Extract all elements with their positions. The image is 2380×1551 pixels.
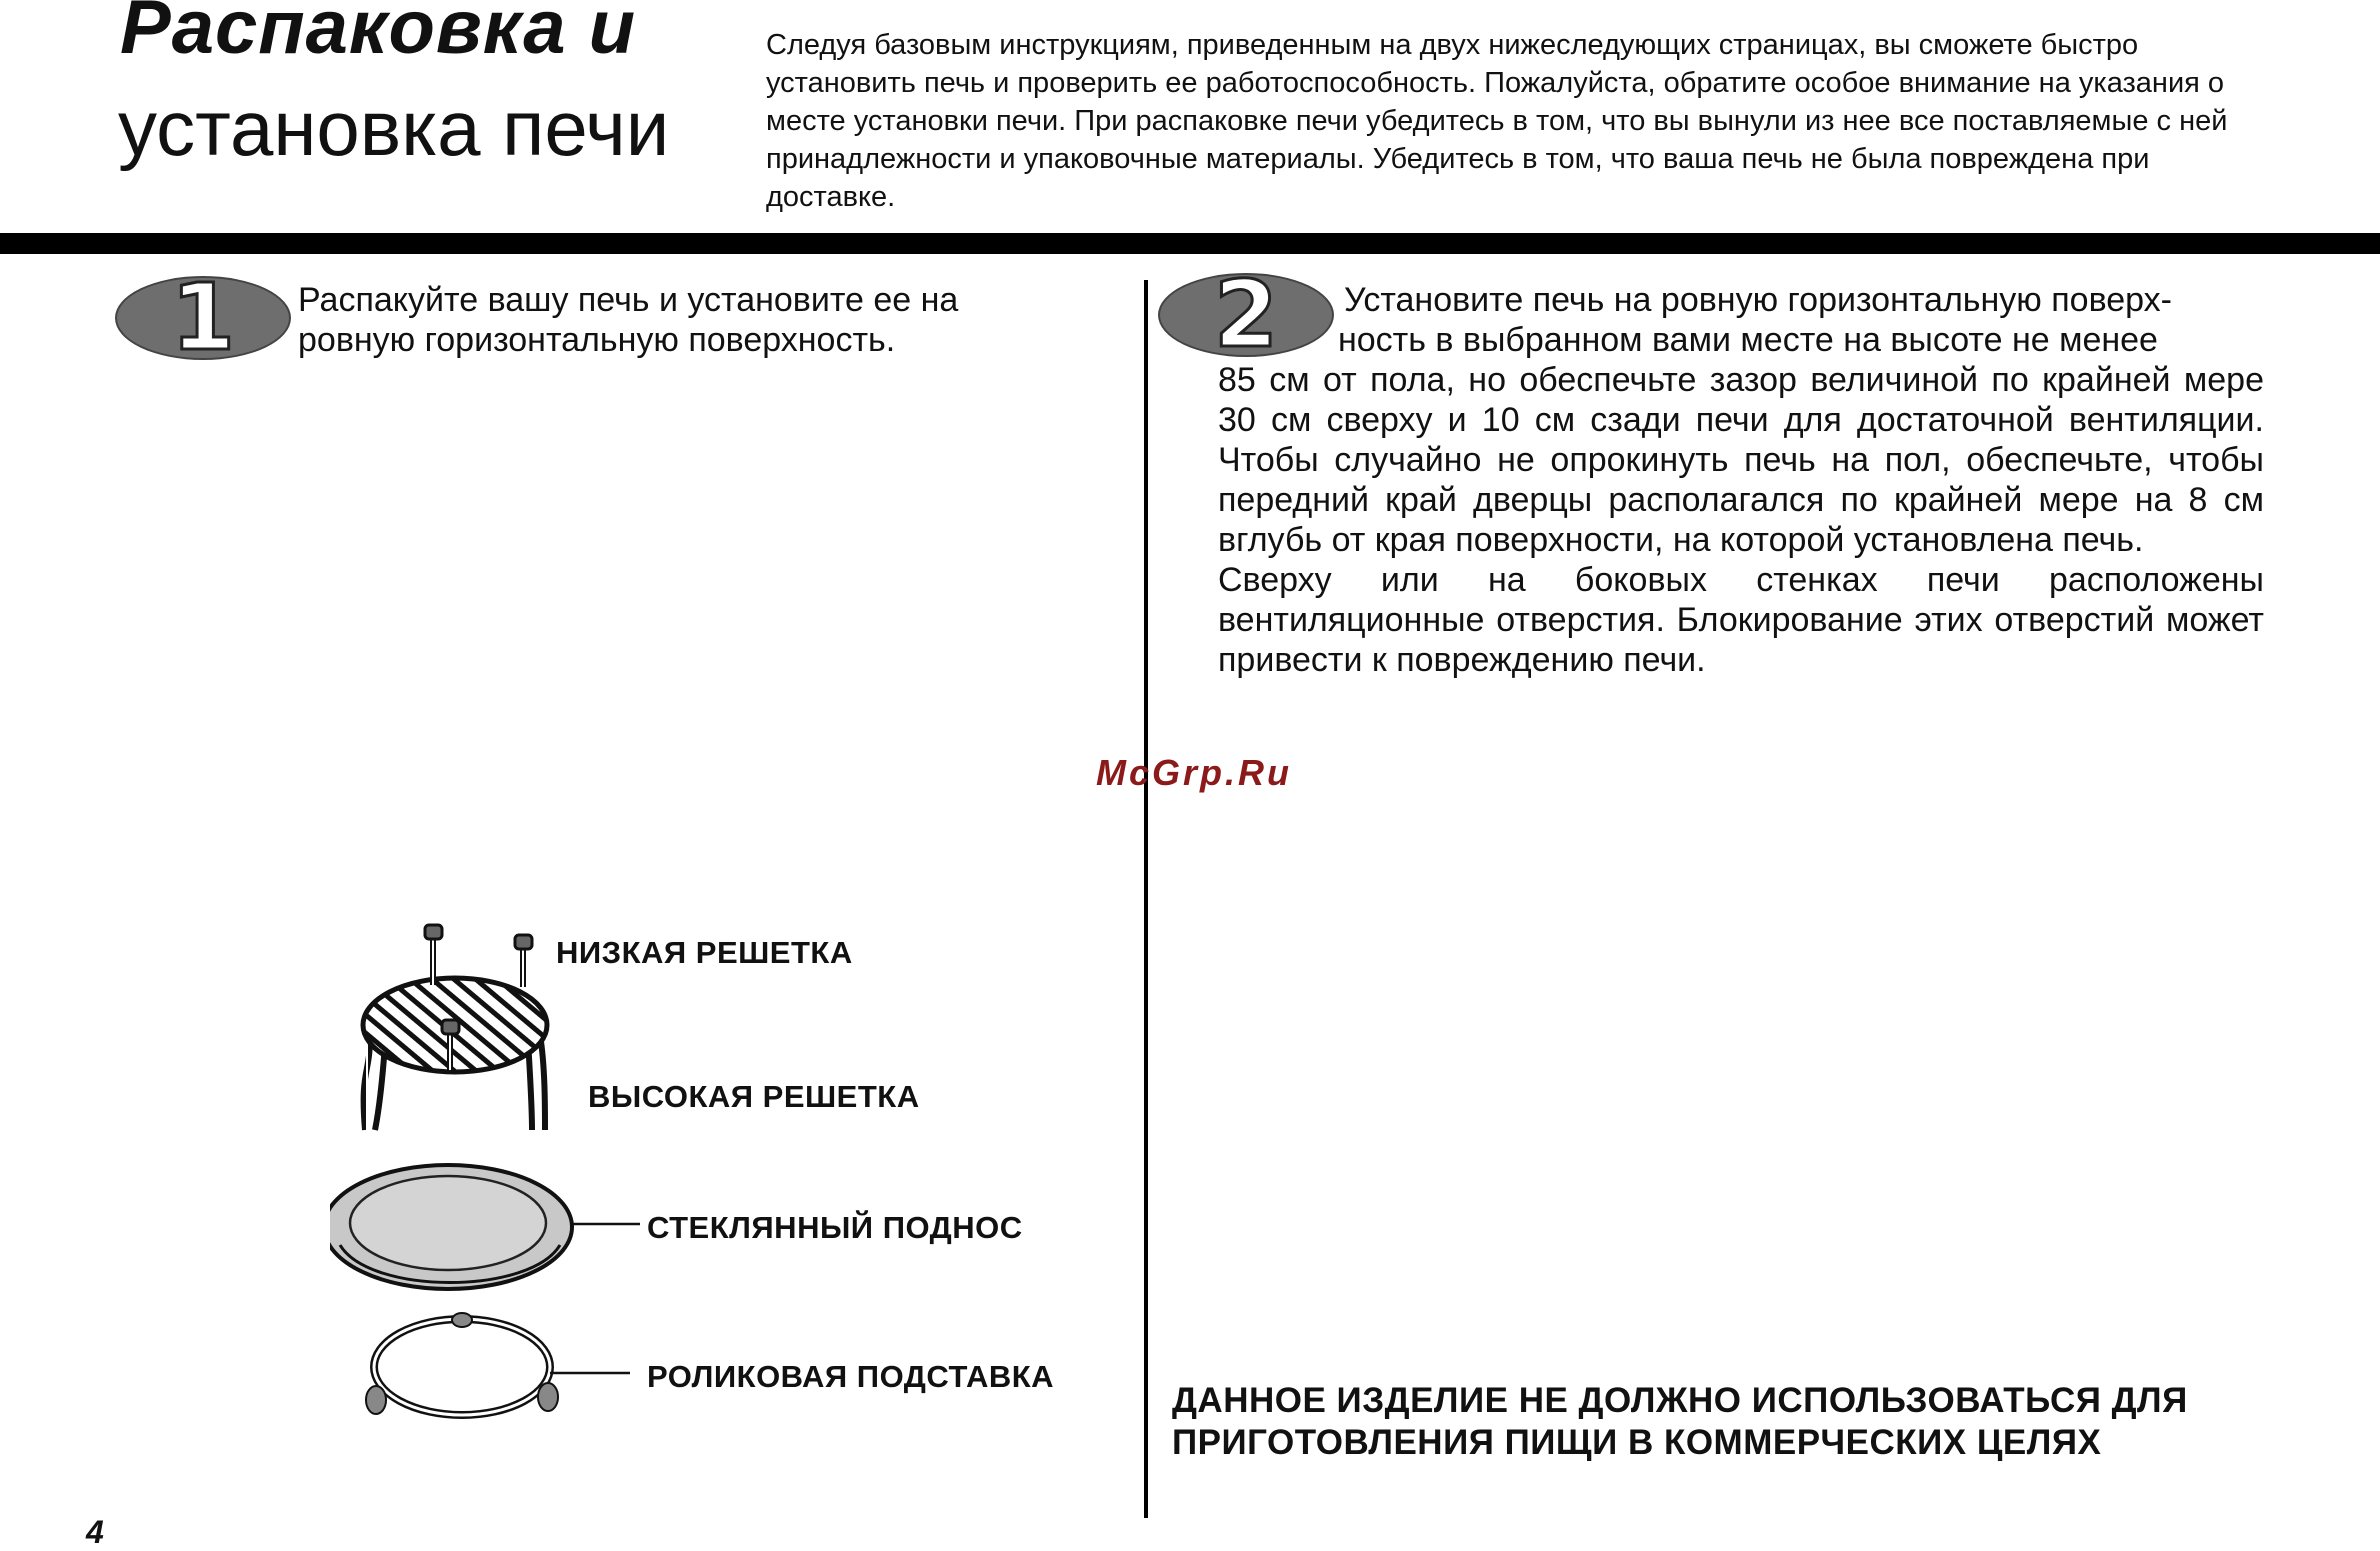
- glass-tray-illustration: [330, 1165, 572, 1289]
- label-high-rack: ВЫСОКАЯ РЕШЕТКА: [588, 1079, 920, 1114]
- page-title-regular: установка печи: [118, 84, 670, 172]
- intro-paragraph: Следуя базовым инструкциям, приведенным на двух нижеследующих страницах, вы сможете быстро установить печь и проверить ее работоспособность. Пожалуйста, обратите особое внимание на указания о месте установки печи. При распаковке печи убедитесь в том, что вы вынули из нее все поставляемые с ней принадлежности и упаковочные материалы. Убедитесь в том, что ваша печь не была повреждена при доставке.: [766, 29, 2228, 213]
- step-1-badge: [115, 264, 291, 371]
- step-1-text: Распакуйте вашу печь и установите ее на ровную горизонтальную поверхность.: [298, 281, 959, 359]
- label-glass-tray: СТЕКЛЯННЫЙ ПОДНОС: [647, 1210, 1023, 1245]
- step-1-number: 1: [170, 264, 235, 371]
- page-number: 4: [86, 1514, 104, 1550]
- roller-ring-illustration: [366, 1313, 558, 1415]
- step-2-paragraph-2: Сверху или на боковых стенках печи расположены вентиляционные отверстия. Блокирование этих отверстий может привести к повреждению печи.: [1218, 561, 2264, 679]
- step-2-number: 2: [1213, 261, 1278, 368]
- step-2-line-1: Установите печь на ровную горизонтальную поверх-: [1344, 281, 2173, 319]
- header-rule: [0, 233, 2380, 254]
- step-2-text: [1218, 280, 2264, 680]
- page-title-bold: Распаковка и: [120, 0, 637, 70]
- step-2-paragraph-1: 85 см от пола, но обеспечьте зазор величиной по крайней мере 30 см сверху и 10 см сзади печи для достаточной вентиляции. Чтобы случайно не опрокинуть печь на пол, обеспечьте, чтобы передний край дверцы располагался по крайней мере на 8 см вглубь от края поверхности, на которой установлена печь.: [1218, 361, 2264, 559]
- commercial-use-warning: ДАННОЕ ИЗДЕЛИЕ НЕ ДОЛЖНО ИСПОЛЬЗОВАТЬСЯ ДЛЯ ПРИГОТОВЛЕНИЯ ПИЩИ В КОММЕРЧЕСКИХ ЦЕЛЯХ: [1172, 1381, 2188, 1462]
- label-roller-ring: РОЛИКОВАЯ ПОДСТАВКА: [647, 1359, 1055, 1394]
- step-2-line-2: ность в выбранном вами месте на высоте не менее: [1338, 321, 2158, 359]
- column-divider: [1144, 280, 1148, 1518]
- label-low-rack: НИЗКАЯ РЕШЕТКА: [556, 935, 853, 970]
- watermark: McGrp.Ru: [1096, 752, 1293, 793]
- rack-illustration: [363, 925, 547, 1130]
- accessories-illustration: [330, 915, 660, 1435]
